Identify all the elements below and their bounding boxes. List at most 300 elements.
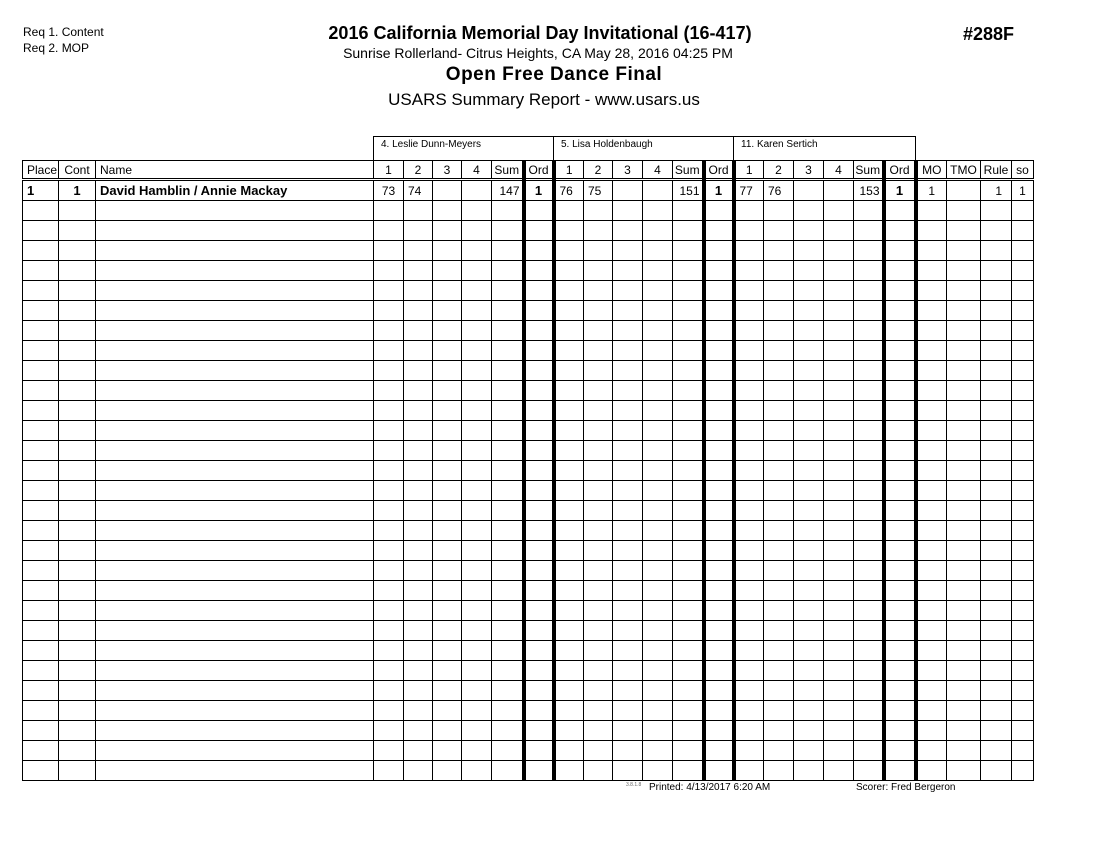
empty-cell <box>884 521 916 541</box>
empty-cell <box>462 761 492 781</box>
table-row-empty <box>23 221 1034 241</box>
empty-cell <box>1012 621 1034 641</box>
empty-cell <box>554 261 584 281</box>
venue-line: Sunrise Rollerland- Citrus Heights, CA May 28, 2016 04:25 PM <box>343 45 733 61</box>
empty-cell <box>734 261 764 281</box>
empty-cell <box>613 241 643 261</box>
header-row <box>23 161 1034 180</box>
empty-cell <box>1012 641 1034 661</box>
empty-cell <box>96 261 374 281</box>
empty-cell <box>492 681 524 701</box>
empty-cell <box>374 721 404 741</box>
empty-cell <box>794 641 824 661</box>
empty-cell <box>884 241 916 261</box>
table-row-empty <box>23 421 1034 441</box>
empty-cell <box>404 201 433 221</box>
empty-cell <box>734 241 764 261</box>
empty-cell <box>643 361 673 381</box>
empty-cell <box>554 661 584 681</box>
empty-cell <box>947 621 981 641</box>
table-row-empty <box>23 541 1034 561</box>
empty-cell <box>404 741 433 761</box>
empty-cell <box>554 321 584 341</box>
empty-cell <box>824 601 854 621</box>
empty-cell <box>734 321 764 341</box>
table-row-empty <box>23 721 1034 741</box>
empty-cell <box>23 261 59 281</box>
empty-cell <box>613 401 643 421</box>
j2-score-4 <box>643 180 673 201</box>
empty-cell <box>404 721 433 741</box>
empty-cell <box>794 561 824 581</box>
empty-cell <box>704 601 734 621</box>
table-row-empty <box>23 641 1034 661</box>
empty-cell <box>462 681 492 701</box>
empty-cell <box>794 721 824 741</box>
empty-cell <box>492 361 524 381</box>
empty-cell <box>824 621 854 641</box>
empty-cell <box>916 341 947 361</box>
empty-cell <box>613 721 643 741</box>
empty-cell <box>947 661 981 681</box>
so-cell: 1 <box>1012 180 1034 201</box>
empty-cell <box>374 681 404 701</box>
empty-cell <box>916 661 947 681</box>
empty-cell <box>673 501 704 521</box>
table-row-empty <box>23 521 1034 541</box>
empty-cell <box>23 321 59 341</box>
empty-cell <box>764 501 794 521</box>
empty-cell <box>492 721 524 741</box>
empty-cell <box>643 241 673 261</box>
empty-cell <box>59 381 96 401</box>
empty-cell <box>734 201 764 221</box>
j3-score-3 <box>794 180 824 201</box>
empty-cell <box>524 421 554 441</box>
empty-cell <box>673 281 704 301</box>
empty-cell <box>704 201 734 221</box>
empty-cell <box>854 521 884 541</box>
empty-cell <box>704 621 734 641</box>
empty-cell <box>643 401 673 421</box>
empty-cell <box>524 301 554 321</box>
empty-cell <box>59 641 96 661</box>
empty-cell <box>59 581 96 601</box>
empty-cell <box>554 761 584 781</box>
empty-cell <box>584 601 613 621</box>
empty-cell <box>584 621 613 641</box>
j1-col-sum: Sum <box>492 161 524 180</box>
empty-cell <box>492 621 524 641</box>
empty-cell <box>524 741 554 761</box>
empty-cell <box>492 581 524 601</box>
empty-cell <box>981 501 1012 521</box>
empty-cell <box>374 401 404 421</box>
empty-cell <box>643 541 673 561</box>
empty-cell <box>524 281 554 301</box>
table-row-empty <box>23 561 1034 581</box>
empty-cell <box>916 261 947 281</box>
empty-cell <box>584 361 613 381</box>
requirement-1: Req 1. Content <box>23 25 104 39</box>
empty-cell <box>433 721 462 741</box>
empty-cell <box>59 681 96 701</box>
empty-cell <box>916 761 947 781</box>
empty-cell <box>404 401 433 421</box>
empty-cell <box>613 481 643 501</box>
empty-cell <box>734 521 764 541</box>
empty-cell <box>673 301 704 321</box>
tmo-cell <box>947 180 981 201</box>
empty-cell <box>734 441 764 461</box>
empty-cell <box>854 761 884 781</box>
empty-cell <box>584 381 613 401</box>
empty-cell <box>854 301 884 321</box>
empty-cell <box>462 381 492 401</box>
empty-cell <box>981 221 1012 241</box>
empty-cell <box>462 401 492 421</box>
empty-cell <box>673 721 704 741</box>
report-line: USARS Summary Report - www.usars.us <box>388 90 700 109</box>
empty-cell <box>374 481 404 501</box>
empty-cell <box>884 701 916 721</box>
empty-cell <box>884 381 916 401</box>
col-name: Name <box>96 161 374 180</box>
j2-col-2: 2 <box>584 161 613 180</box>
empty-cell <box>734 461 764 481</box>
empty-cell <box>916 561 947 581</box>
empty-cell <box>433 641 462 661</box>
empty-cell <box>824 201 854 221</box>
empty-cell <box>59 541 96 561</box>
empty-cell <box>554 641 584 661</box>
empty-cell <box>584 321 613 341</box>
empty-cell <box>462 541 492 561</box>
empty-cell <box>23 421 59 441</box>
empty-cell <box>23 761 59 781</box>
empty-cell <box>734 341 764 361</box>
empty-cell <box>704 421 734 441</box>
empty-cell <box>584 421 613 441</box>
empty-cell <box>824 661 854 681</box>
empty-cell <box>554 421 584 441</box>
empty-cell <box>854 601 884 621</box>
empty-cell <box>794 601 824 621</box>
empty-cell <box>584 721 613 741</box>
empty-cell <box>643 761 673 781</box>
empty-cell <box>404 301 433 321</box>
j1-sum: 147 <box>492 180 524 201</box>
empty-cell <box>981 441 1012 461</box>
empty-cell <box>404 681 433 701</box>
empty-cell <box>374 261 404 281</box>
empty-cell <box>704 561 734 581</box>
empty-cell <box>524 681 554 701</box>
empty-cell <box>613 681 643 701</box>
empty-cell <box>734 281 764 301</box>
empty-cell <box>374 201 404 221</box>
empty-cell <box>643 741 673 761</box>
empty-cell <box>916 381 947 401</box>
empty-cell <box>981 741 1012 761</box>
empty-cell <box>433 621 462 641</box>
empty-cell <box>794 421 824 441</box>
empty-cell <box>492 441 524 461</box>
empty-cell <box>824 721 854 741</box>
empty-cell <box>23 341 59 361</box>
empty-cell <box>764 281 794 301</box>
empty-cell <box>492 201 524 221</box>
empty-cell <box>433 701 462 721</box>
empty-cell <box>554 381 584 401</box>
j3-score-2: 76 <box>764 180 794 201</box>
empty-cell <box>1012 501 1034 521</box>
empty-cell <box>23 501 59 521</box>
empty-cell <box>59 401 96 421</box>
empty-cell <box>1012 561 1034 581</box>
empty-cell <box>524 381 554 401</box>
empty-cell <box>59 661 96 681</box>
empty-cell <box>947 441 981 461</box>
empty-cell <box>981 321 1012 341</box>
empty-cell <box>916 221 947 241</box>
empty-cell <box>404 481 433 501</box>
empty-cell <box>824 441 854 461</box>
empty-cell <box>554 621 584 641</box>
j2-score-1: 76 <box>554 180 584 201</box>
scorer-name: Scorer: Fred Bergeron <box>856 782 956 793</box>
empty-cell <box>916 281 947 301</box>
empty-cell <box>916 641 947 661</box>
empty-cell <box>584 481 613 501</box>
empty-cell <box>524 441 554 461</box>
j2-score-2: 75 <box>584 180 613 201</box>
empty-cell <box>584 581 613 601</box>
j1-score-4 <box>462 180 492 201</box>
empty-cell <box>96 601 374 621</box>
empty-cell <box>673 661 704 681</box>
empty-cell <box>23 241 59 261</box>
empty-cell <box>492 341 524 361</box>
empty-cell <box>59 201 96 221</box>
empty-cell <box>824 421 854 441</box>
empty-cell <box>1012 581 1034 601</box>
empty-cell <box>673 581 704 601</box>
empty-cell <box>462 241 492 261</box>
empty-cell <box>59 341 96 361</box>
empty-cell <box>884 581 916 601</box>
empty-cell <box>704 501 734 521</box>
empty-cell <box>947 701 981 721</box>
empty-cell <box>96 621 374 641</box>
empty-cell <box>374 421 404 441</box>
table-row-empty <box>23 381 1034 401</box>
empty-cell <box>462 581 492 601</box>
empty-cell <box>23 481 59 501</box>
empty-cell <box>96 561 374 581</box>
empty-cell <box>374 361 404 381</box>
empty-cell <box>643 341 673 361</box>
empty-cell <box>433 301 462 321</box>
empty-cell <box>524 621 554 641</box>
empty-cell <box>643 261 673 281</box>
empty-cell <box>704 381 734 401</box>
empty-cell <box>96 581 374 601</box>
empty-cell <box>704 481 734 501</box>
empty-cell <box>96 341 374 361</box>
empty-cell <box>613 321 643 341</box>
j3-col-2: 2 <box>764 161 794 180</box>
empty-cell <box>433 221 462 241</box>
empty-cell <box>794 321 824 341</box>
empty-cell <box>404 321 433 341</box>
empty-cell <box>704 261 734 281</box>
empty-cell <box>947 761 981 781</box>
empty-cell <box>433 521 462 541</box>
table-row-empty <box>23 201 1034 221</box>
empty-cell <box>584 201 613 221</box>
event-code: #288F <box>963 24 1015 44</box>
empty-cell <box>374 701 404 721</box>
empty-cell <box>462 421 492 441</box>
empty-cell <box>23 701 59 721</box>
empty-cell <box>524 481 554 501</box>
empty-cell <box>584 701 613 721</box>
empty-cell <box>433 481 462 501</box>
empty-cell <box>613 361 643 381</box>
empty-cell <box>673 561 704 581</box>
empty-cell <box>916 581 947 601</box>
empty-cell <box>524 541 554 561</box>
empty-cell <box>492 321 524 341</box>
empty-cell <box>59 701 96 721</box>
empty-cell <box>854 561 884 581</box>
empty-cell <box>734 541 764 561</box>
empty-cell <box>404 581 433 601</box>
empty-cell <box>854 361 884 381</box>
empty-cell <box>734 681 764 701</box>
empty-cell <box>23 361 59 381</box>
empty-cell <box>824 361 854 381</box>
empty-cell <box>1012 301 1034 321</box>
empty-cell <box>23 601 59 621</box>
empty-cell <box>704 221 734 241</box>
empty-cell <box>433 401 462 421</box>
empty-cell <box>96 541 374 561</box>
empty-cell <box>374 381 404 401</box>
empty-cell <box>554 361 584 381</box>
empty-cell <box>854 441 884 461</box>
empty-cell <box>554 301 584 321</box>
empty-cell <box>916 461 947 481</box>
empty-cell <box>374 441 404 461</box>
empty-cell <box>764 701 794 721</box>
empty-cell <box>524 321 554 341</box>
empty-cell <box>1012 361 1034 381</box>
empty-cell <box>1012 281 1034 301</box>
empty-cell <box>734 401 764 421</box>
empty-cell <box>673 401 704 421</box>
empty-cell <box>794 701 824 721</box>
empty-cell <box>884 421 916 441</box>
empty-cell <box>524 201 554 221</box>
empty-cell <box>59 361 96 381</box>
empty-cell <box>584 681 613 701</box>
mo-cell: 1 <box>916 180 947 201</box>
empty-cell <box>524 461 554 481</box>
empty-cell <box>404 601 433 621</box>
empty-cell <box>854 541 884 561</box>
empty-cell <box>854 321 884 341</box>
empty-cell <box>1012 421 1034 441</box>
empty-cell <box>584 221 613 241</box>
empty-cell <box>643 501 673 521</box>
j2-col-sum: Sum <box>673 161 704 180</box>
empty-cell <box>613 741 643 761</box>
judge-header-3: 11. Karen Sertich <box>733 136 916 160</box>
empty-cell <box>854 341 884 361</box>
table-row-empty <box>23 241 1034 261</box>
empty-cell <box>734 421 764 441</box>
empty-cell <box>704 541 734 561</box>
empty-cell <box>96 441 374 461</box>
empty-cell <box>981 281 1012 301</box>
empty-cell <box>764 661 794 681</box>
j2-col-1: 1 <box>554 161 584 180</box>
empty-cell <box>764 481 794 501</box>
empty-cell <box>554 341 584 361</box>
empty-cell <box>59 301 96 321</box>
empty-cell <box>433 361 462 381</box>
requirement-2: Req 2. MOP <box>23 41 90 55</box>
table-row-empty <box>23 501 1034 521</box>
empty-cell <box>584 281 613 301</box>
empty-cell <box>916 421 947 441</box>
results-table <box>22 160 1034 781</box>
empty-cell <box>854 201 884 221</box>
empty-cell <box>462 481 492 501</box>
empty-cell <box>916 601 947 621</box>
empty-cell <box>673 361 704 381</box>
empty-cell <box>947 241 981 261</box>
empty-cell <box>884 601 916 621</box>
empty-cell <box>643 721 673 741</box>
empty-cell <box>96 501 374 521</box>
empty-cell <box>764 541 794 561</box>
empty-cell <box>59 421 96 441</box>
empty-cell <box>643 221 673 241</box>
empty-cell <box>554 501 584 521</box>
empty-cell <box>613 621 643 641</box>
j3-col-4: 4 <box>824 161 854 180</box>
empty-cell <box>764 601 794 621</box>
empty-cell <box>433 441 462 461</box>
empty-cell <box>673 341 704 361</box>
empty-cell <box>916 521 947 541</box>
empty-cell <box>492 221 524 241</box>
empty-cell <box>1012 521 1034 541</box>
empty-cell <box>673 261 704 281</box>
empty-cell <box>433 341 462 361</box>
empty-cell <box>643 621 673 641</box>
j3-score-4 <box>824 180 854 201</box>
j1-col-1: 1 <box>374 161 404 180</box>
empty-cell <box>794 521 824 541</box>
empty-cell <box>824 461 854 481</box>
empty-cell <box>584 521 613 541</box>
empty-cell <box>613 601 643 621</box>
empty-cell <box>404 281 433 301</box>
